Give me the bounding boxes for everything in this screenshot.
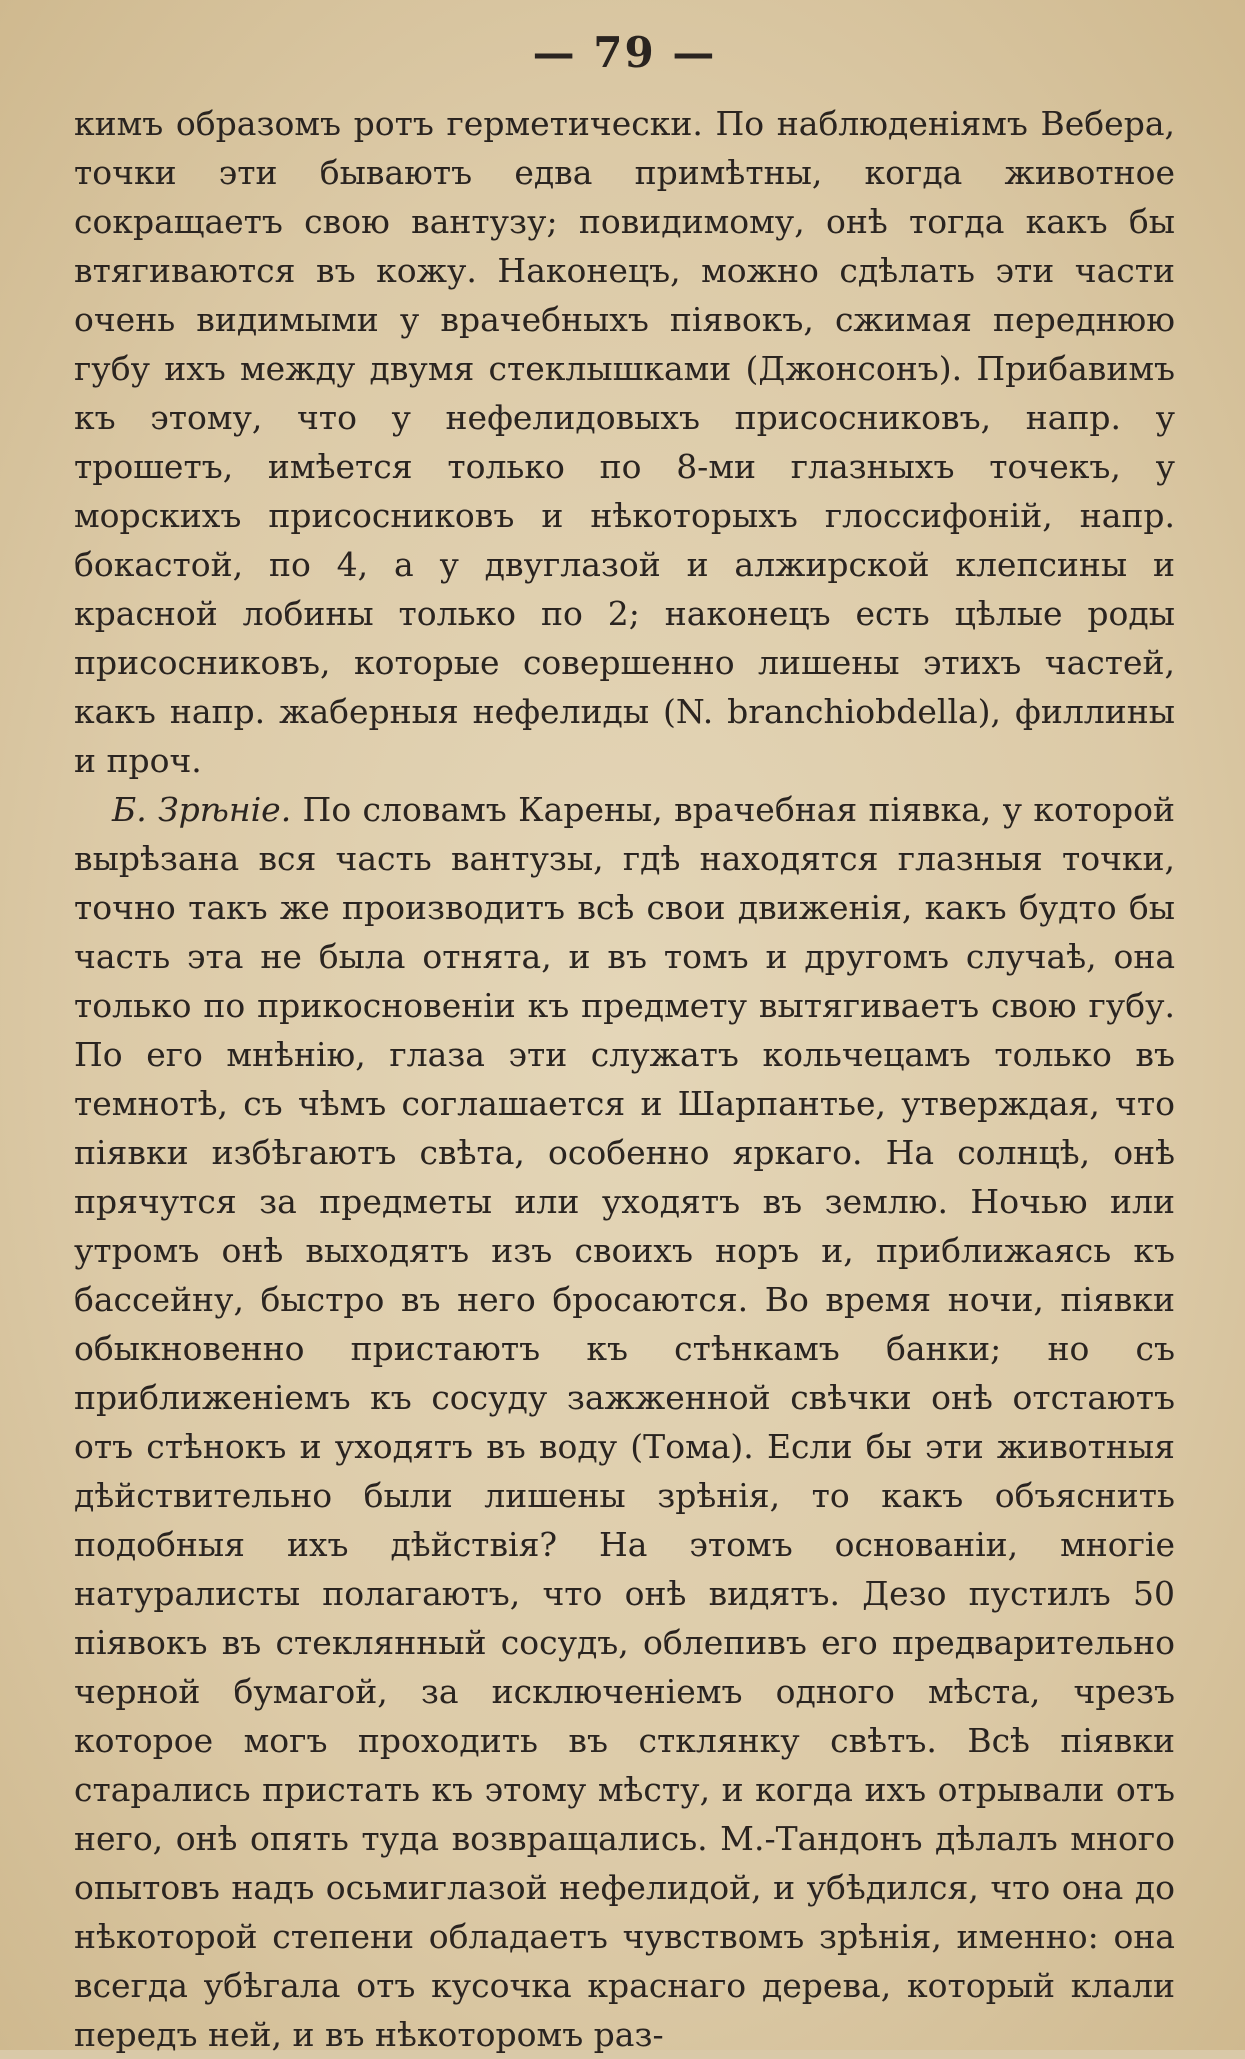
page-number: — 79 — — [532, 28, 717, 77]
paragraph-vision-text: По словамъ Карены, врачебная піявка, у которой вырѣзана вся часть вантузы, гдѣ находятся глазныя точки, точно такъ же производитъ всѣ свои движенія, какъ будто бы часть эта не была отнята, и въ томъ и другомъ случаѣ, она только по прикосновеніи къ предмету вытягиваетъ свою губу. По его мнѣнію, глаза эти служатъ кольчецамъ только въ темнотѣ, съ чѣмъ соглашается и Шарпантье, утверждая, что піявки избѣгаютъ свѣта, особенно яркаго. На солнцѣ, онѣ прячутся за предметы или уходятъ въ землю. Ночью или утромъ онѣ выходятъ изъ своихъ норъ и, приближаясь къ бассейну, быстро въ него бросаются. Во время ночи, піявки обыкновенно пристаютъ къ стѣнкамъ банки; но съ приближеніемъ къ сосуду зажженной свѣчки онѣ отстаютъ отъ стѣнокъ и уходятъ въ воду (Тома). Если бы эти животныя дѣйствительно были лишены зрѣнія, то какъ объяснить подобныя ихъ дѣйствія? На этомъ основаніи, многіе натуралисты полагаютъ, что онѣ видятъ. Дезо пустилъ 50 піявокъ въ стеклянный сосудъ, облепивъ его предварительно черной бумагой, за исключеніемъ одного мѣста, чрезъ которое могъ проходить въ стклянку свѣтъ. Всѣ піявки старались пристать къ этому мѣсту, и когда ихъ отрывали отъ него, онѣ опять туда возвращались. М.-Тандонъ дѣлалъ много опытовъ надъ осьмиглазой нефелидой, и убѣдился, что она до нѣкоторой степени обладаетъ чувствомъ зрѣнія, именно: она всегда убѣгала отъ кусочка краснаго дерева, который клали передъ ней, и въ нѣкоторомъ раз- — [74, 790, 1175, 2054]
paragraph-continuation: кимъ образомъ ротъ герметически. По наблюденіямъ Вебера, точки эти бываютъ едва примѣтны, когда животное сокращаетъ свою вантузу; повидимому, онѣ тогда какъ бы втягиваются въ кожу. Наконецъ, можно сдѣлать эти части очень видимыми у врачебныхъ піявокъ, сжимая переднюю губу ихъ между двумя стеклышками (Джонсонъ). Прибавимъ къ этому, что у нефелидовыхъ присосниковъ, напр. у трошетъ, имѣется только по 8-ми глазныхъ точекъ, у морскихъ присосниковъ и нѣкоторыхъ глоссифоній, напр. бокастой, по 4, а у двуглазой и алжирской клепсины и красной лобины только по 2; наконецъ есть цѣлые роды присосниковъ, которые совершенно лишены этихъ частей, какъ напр. жаберныя нефелиды (N. branchiobdella), филлины и проч. — [74, 104, 1175, 780]
section-heading-vision: Б. Зрѣніе. — [112, 790, 292, 829]
paragraph-vision — [74, 785, 1175, 2059]
body-text — [74, 99, 1175, 2059]
